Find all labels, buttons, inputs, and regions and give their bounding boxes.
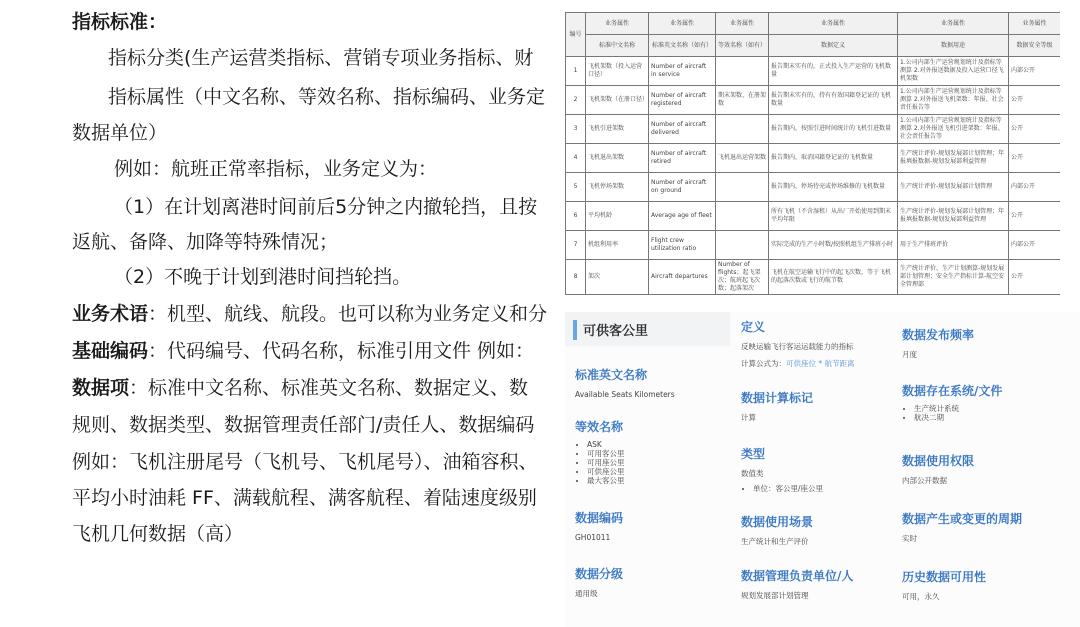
table-cell-def: 飞机在航空运输飞行中的起飞次数，等于飞机的起落次数或飞行的航节数 [769, 260, 898, 295]
table-cell-en: Flight crew utilization ratio [649, 231, 716, 260]
field-value: GH01011 [575, 533, 611, 542]
field-heading: 数据编码 [575, 511, 624, 525]
table-row [566, 115, 1061, 144]
table-cell-no: 8 [566, 260, 586, 295]
list-item: • 可用座公里 [587, 458, 725, 467]
table-cell-en: Number of aircraft in service [649, 57, 716, 86]
table-cell-sec: 内部公开 [1009, 57, 1061, 86]
table-cell-eq [716, 115, 769, 144]
field-value: 规划发展部计划管理 [741, 591, 809, 600]
table-cell-sec: 内部公开 [1009, 231, 1061, 260]
col-header: 标准英文名称（如有） [649, 35, 716, 57]
text-line: 指标属性（中文名称、等效名称、指标编码、业务定 [108, 86, 546, 108]
formula [741, 359, 901, 369]
table-cell-use: 生产统计评价-规划发展部计划管理；年报填报数据-规划发展部利益管理 [898, 202, 1009, 231]
table-cell-no: 3 [566, 115, 586, 144]
table-cell-eq [716, 202, 769, 231]
detail-column-3 [902, 312, 1077, 602]
field-heading: 类型 [741, 447, 766, 461]
table-row [566, 144, 1061, 173]
field-value: 实时 [902, 534, 917, 543]
text-line: 规则、数据类型、数据管理责任部门/责任人、数据编码 [72, 414, 535, 436]
list-item: • 单位：客公里/座公里 [753, 484, 901, 493]
field-heading: 数据管理负责单位/人 [741, 569, 854, 583]
field-value: 反映运输飞行客运运载能力的指标 [741, 342, 854, 351]
text-line: 平均小时油耗 FF、满载航程、满客航程、着陆速度级别 [72, 487, 537, 509]
text-line: 飞机几何数据（高） [72, 523, 244, 545]
field-heading: 数据使用场景 [741, 515, 814, 529]
table-cell-en: Average age of fleet [649, 202, 716, 231]
field-heading: 数据分级 [575, 567, 624, 581]
heading-indicator-standard: 指标标准： [72, 11, 168, 33]
table-cell-sec: 公开 [1009, 202, 1061, 231]
table-cell-def: 所有飞机（不含湿租）从出厂开始使用到期末平均年限 [769, 202, 898, 231]
table-cell-cn: 飞机架数（投入运营口径） [586, 57, 649, 86]
table-cell-no: 6 [566, 202, 586, 231]
table-cell-en: Number of aircraft on ground [649, 173, 716, 202]
table-cell-cn: 平均机龄 [586, 202, 649, 231]
text-line: 指标分类(生产运营类指标、营销专项业务指标、财 [108, 47, 534, 69]
text-line: （1）在计划离港时间前后5分钟之内撤轮挡，且按 [114, 196, 538, 218]
table-cell-cn: 机组利用率 [586, 231, 649, 260]
group-header: 业务属性 [769, 13, 898, 35]
item-label: 数据项 [72, 377, 130, 399]
list-item: • 航决二期 [914, 413, 1077, 422]
field-heading: 数据存在系统/文件 [902, 384, 1003, 398]
text-line: （2）不晚于计划到港时间挡轮挡。 [114, 266, 412, 288]
table-cell-no: 7 [566, 231, 586, 260]
table-cell-use: 生产统计评价-规划发展部计划管理；年报填报数据-规划发展部利益管理 [898, 144, 1009, 173]
field-heading: 数据计算标记 [741, 391, 814, 405]
field-value: 计算 [741, 413, 756, 422]
item-text: ：标准中文名称、标准英文名称、数据定义、数 [129, 377, 529, 399]
table-cell-def: 报告期内，停场待売或停场维修的飞机数量 [769, 173, 898, 202]
list-item: • 生产统计系统 [914, 404, 1077, 413]
table-cell-cn: 飞机停场架数 [586, 173, 649, 202]
term-label: 业务术语 [72, 303, 149, 325]
table-cell-use: 1.公司内部生产运营规划统计及指标等测算 2.对外报送飞机架数：年报、社会责任报告等 [898, 86, 1009, 115]
table-row [566, 202, 1061, 231]
table-cell-eq: 期末架数、在册架数 [716, 86, 769, 115]
table-cell-use: 生产统计评价-规划发展部计划管理 [898, 173, 1009, 202]
indicator-detail-panel [565, 312, 1080, 627]
table-cell-eq [716, 231, 769, 260]
code-text: ：代码编号、代码名称，标准引用文件 例如： [148, 340, 535, 362]
field-value: 通用级 [575, 589, 598, 598]
text-line: 例如：航班正常率指标，业务定义为： [114, 158, 438, 180]
table-cell-def: 实际完成的生产小时数/按照机组生产排班小时 [769, 231, 898, 260]
list-item: • 可用客公里 [587, 449, 725, 458]
table-cell-sec: 内部公开 [1009, 173, 1061, 202]
group-header: 业务属性 [898, 13, 1009, 35]
field-heading: 数据发布频率 [902, 328, 975, 342]
detail-column-2 [741, 312, 901, 601]
field-heading: 数据产生或变更的周期 [902, 512, 1023, 526]
equivalent-names-list [587, 440, 725, 485]
table-cell-cn: 架次 [586, 260, 649, 295]
table-cell-eq [716, 57, 769, 86]
table-cell-eq: 飞机退出运营架数 [716, 144, 769, 173]
field-heading: 数据使用权限 [902, 454, 975, 468]
field-value: 内部公开数据 [902, 476, 947, 485]
field-value: 可用，永久 [902, 592, 940, 601]
table-cell-use: 用于生产排班评价 [898, 231, 1009, 260]
table-cell-use: 1.公司内部生产运营规划统计及指标等测算 2.对外报送数据及投入运营口径飞机架数 [898, 57, 1009, 86]
field-heading: 定义 [741, 320, 766, 334]
table-cell-def: 报告期末实有的，正式投入生产运营的飞机数量 [769, 57, 898, 86]
table-cell-no: 2 [566, 86, 586, 115]
indicator-table [565, 12, 1060, 295]
table-cell-use: 1.公司内部生产运营规划统计及指标等测算 2.对外报送飞机引进架数：年报、社会责任报告等 [898, 115, 1009, 144]
col-header: 数据用途 [898, 35, 1009, 57]
list-item: • 最大客公里 [587, 476, 725, 485]
table-cell-en: Aircraft departures [649, 260, 716, 295]
detail-column-1 [575, 352, 725, 599]
indicator-table-image [565, 12, 1060, 302]
formula-prefix: 计算公式为： [741, 359, 786, 368]
field-heading: 等效名称 [575, 420, 624, 434]
formula-link[interactable]: 可供座位 * 航节距离 [786, 359, 855, 368]
table-cell-no: 1 [566, 57, 586, 86]
table-cell-en: Number of aircraft delivered [649, 115, 716, 144]
text-line: 数据单位） [72, 122, 168, 144]
group-header: 业务属性 [1009, 13, 1061, 35]
table-row [566, 57, 1061, 86]
table-cell-en: Number of aircraft registered [649, 86, 716, 115]
table-cell-no: 5 [566, 173, 586, 202]
table-cell-sec: 公开 [1009, 86, 1061, 115]
list-item: • ASK [587, 440, 725, 449]
table-row [566, 173, 1061, 202]
group-header: 业务属性 [586, 13, 649, 35]
col-header: 等效名称（如有） [716, 35, 769, 57]
col-header: 数据安全等级 [1009, 35, 1061, 57]
table-cell-use: 生产统计评价、生产计划测算-规划发展部计划管理；安全生产指标计算-航空安全管理部 [898, 260, 1009, 295]
table-row [566, 86, 1061, 115]
list-item: • 可供座公里 [587, 467, 725, 476]
group-header: 业务属性 [716, 13, 769, 35]
term-text: ：机型、航线、航段。也可以称为业务定义和分 [148, 303, 548, 325]
table-cell-sec: 公开 [1009, 115, 1061, 144]
field-value: 生产统计和生产评价 [741, 537, 809, 546]
col-no-header: 编号 [566, 13, 586, 57]
table-cell-no: 4 [566, 144, 586, 173]
table-cell-sec: 公开 [1009, 260, 1061, 295]
table-cell-def: 报告期内，按照引进时间统计的飞机引进数量 [769, 115, 898, 144]
table-cell-cn: 飞机退出架数 [586, 144, 649, 173]
field-value: 月度 [902, 350, 917, 359]
table-cell-en: Number of aircraft retired [649, 144, 716, 173]
col-header: 数据定义 [769, 35, 898, 57]
table-cell-def: 报告期末实有的，持有有效国籍登记证的飞机数量 [769, 86, 898, 115]
text-line: 例如：飞机注册尾号（飞机号、飞机尾号）、油箱容积、 [72, 451, 538, 473]
col-header: 标准中文名称 [586, 35, 649, 57]
field-value: 数值类 [741, 469, 764, 478]
field-value: Available Seats Kilometers [575, 390, 675, 399]
code-label: 基础编码 [72, 340, 149, 362]
field-heading: 标准英文名称 [575, 368, 648, 382]
table-cell-sec: 公开 [1009, 144, 1061, 173]
panel-title: 可供客公里 [565, 312, 730, 346]
table-cell-cn: 飞机引进架数 [586, 115, 649, 144]
group-header: 业务属性 [649, 13, 716, 35]
table-cell-cn: 飞机架数（在册口径） [586, 86, 649, 115]
table-row [566, 231, 1061, 260]
field-heading: 历史数据可用性 [902, 570, 987, 584]
table-row [566, 260, 1061, 295]
table-cell-def: 报告期内，取消国籍登记证的飞机数量 [769, 144, 898, 173]
table-cell-eq [716, 173, 769, 202]
text-line: 返航、备降、加降等特殊情况； [72, 231, 339, 253]
table-cell-eq: Number of flights；起飞架次；航班起飞次数；起落架次 [716, 260, 769, 295]
